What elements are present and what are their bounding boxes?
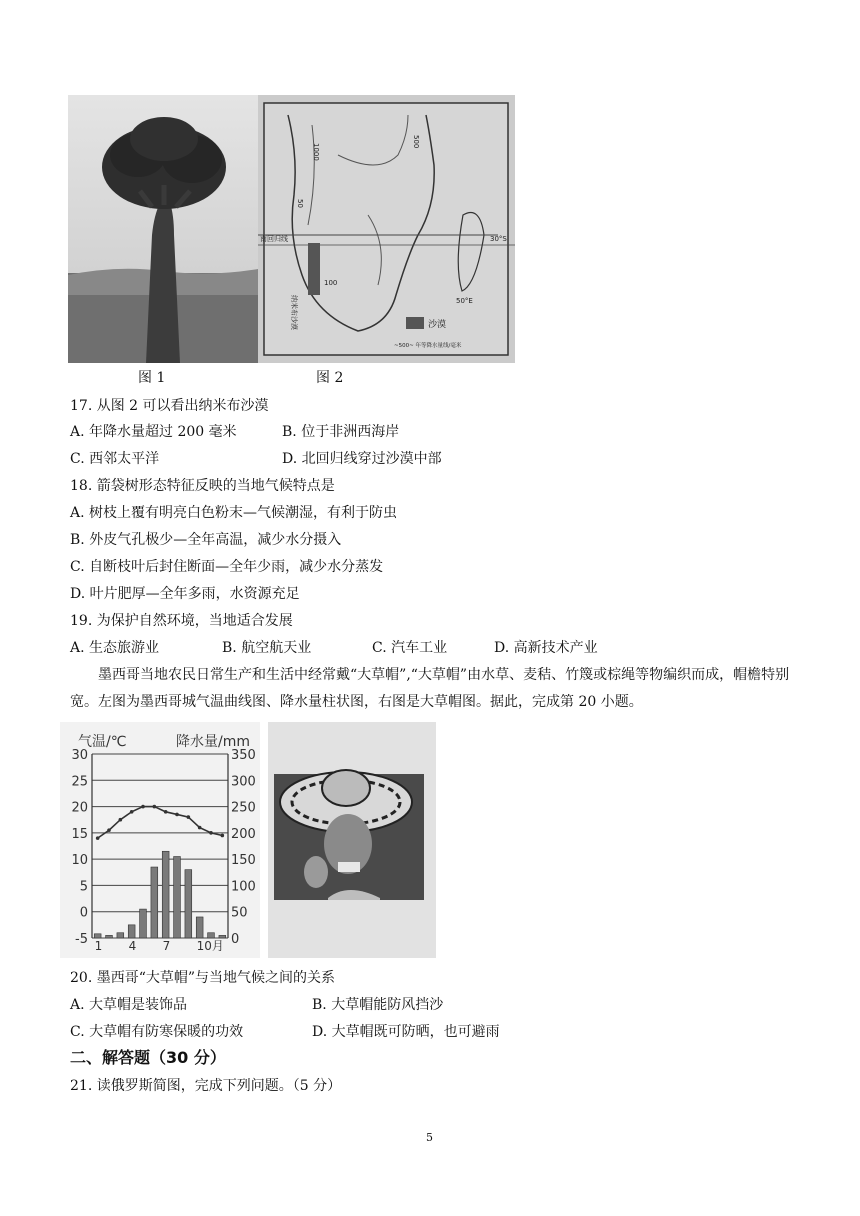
- chart-right-tick-label: 100: [231, 879, 256, 895]
- precipitation-bar: [185, 870, 192, 938]
- legend-isohyet-label: ~500~ 年等降水量线/毫米: [394, 343, 462, 349]
- chart-x-tick-label: 7: [162, 939, 171, 953]
- iso-1000-label: 1000: [312, 143, 320, 161]
- precipitation-bar: [208, 933, 215, 938]
- q20-option-b: B. 大草帽能防风挡沙: [312, 997, 444, 1013]
- namib-desert-region: [308, 243, 320, 295]
- q20-option-a: A. 大草帽是装饰品: [70, 997, 188, 1013]
- precipitation-bar: [174, 857, 181, 938]
- q20-option-c: C. 大草帽有防寒保暖的功效: [70, 1024, 244, 1040]
- lat-30-label: 30°S: [490, 235, 507, 243]
- figure-1-caption: 图 1: [138, 370, 166, 386]
- q17-option-b: B. 位于非洲西海岸: [282, 424, 400, 440]
- page-number: 5: [426, 1131, 433, 1144]
- chart-right-tick-label: 350: [231, 748, 256, 763]
- chart-x-tick-label: 4: [128, 939, 137, 953]
- chart-x-tick-label: 10月: [196, 939, 224, 953]
- tropic-label: 南回归线: [260, 235, 288, 243]
- figure-2-caption: 图 2: [316, 370, 344, 386]
- chart-right-tick-label: 200: [231, 826, 256, 842]
- temperature-point: [209, 831, 213, 835]
- chart-left-tick-label: 5: [79, 879, 88, 895]
- precipitation-bar: [196, 917, 203, 938]
- temperature-point: [221, 834, 225, 838]
- precipitation-bar: [128, 925, 135, 938]
- chart-left-tick-label: 25: [71, 774, 88, 790]
- chart-left-axis-title: 气温/℃: [78, 734, 127, 750]
- temperature-point: [96, 836, 100, 840]
- precipitation-bar: [140, 909, 147, 938]
- q18-option-c: C. 自断枝叶后封住断面—全年少雨，减少水分蒸发: [70, 559, 384, 575]
- chart-right-axis-title: 降水量/mm: [176, 734, 250, 750]
- q21-stem: 21. 读俄罗斯简图，完成下列问题。（5 分）: [70, 1078, 342, 1094]
- section-2-heading: 二、解答题（30 分）: [70, 1048, 226, 1067]
- q19-option-d: D. 高新技术产业: [494, 640, 598, 656]
- figure-1-photo: [68, 95, 258, 363]
- precipitation-bar: [151, 867, 158, 938]
- southern-africa-map: [258, 95, 515, 363]
- chart-right-tick-label: 50: [231, 905, 248, 921]
- chart-left-tick-label: 15: [71, 826, 88, 842]
- q19-option-c: C. 汽车工业: [372, 640, 448, 656]
- iso-100-label: 100: [324, 279, 338, 287]
- q17-stem: 17. 从图 2 可以看出纳米布沙漠: [70, 398, 269, 414]
- temperature-point: [141, 805, 145, 809]
- temperature-point: [107, 828, 111, 832]
- sombrero-photo: [268, 722, 436, 958]
- precipitation-bar: [117, 933, 124, 938]
- temperature-point: [175, 813, 179, 817]
- lon-50-label: 50°E: [456, 297, 473, 305]
- temperature-point: [164, 810, 168, 814]
- temperature-point: [130, 810, 134, 814]
- iso-500-label: 500: [412, 135, 420, 149]
- q17-option-c: C. 西邻太平洋: [70, 451, 160, 467]
- temperature-point: [153, 805, 157, 809]
- q19-option-a: A. 生态旅游业: [70, 640, 160, 656]
- chart-right-tick-label: 300: [231, 774, 256, 790]
- chart-left-tick-label: 10: [71, 853, 88, 869]
- figure-2-map: [258, 95, 515, 363]
- q18-option-d: D. 叶片肥厚—全年多雨，水资源充足: [70, 586, 300, 602]
- chart-right-tick-label: 250: [231, 800, 256, 816]
- desert-name-label: 纳米布沙漠: [290, 295, 298, 330]
- climate-chart: [60, 722, 260, 958]
- precipitation-bar: [94, 934, 101, 938]
- q18-stem: 18. 箭袋树形态特征反映的当地气候特点是: [70, 478, 335, 494]
- precipitation-bar: [106, 935, 113, 938]
- sombrero-illustration: [268, 722, 436, 958]
- chart-left-tick-label: -5: [75, 932, 88, 947]
- precipitation-bar: [162, 851, 169, 938]
- q20-stem: 20. 墨西哥“大草帽”与当地气候之间的关系: [70, 970, 336, 986]
- q17-option-a: A. 年降水量超过 200 毫米: [70, 424, 237, 440]
- q19-stem: 19. 为保护自然环境，当地适合发展: [70, 613, 293, 629]
- temperature-point: [187, 815, 191, 819]
- q19-option-b: B. 航空航天业: [222, 640, 312, 656]
- quiver-tree-illustration: [68, 95, 258, 363]
- q17-option-d: D. 北回归线穿过沙漠中部: [282, 451, 442, 467]
- iso-50-label: 50: [296, 199, 304, 208]
- climate-chart-svg: [60, 722, 260, 958]
- chart-right-tick-label: 0: [231, 932, 240, 947]
- passage-mexico-hat: 墨西哥当地农民日常生产和生活中经常戴“大草帽”,“大草帽”由水草、麦秸、竹篾或棕绳等物编织而成，帽檐特别宽。左图为墨西哥城气温曲线图、降水量柱状图，右图是大草帽图。据此，完成第 20 小题。: [70, 667, 790, 710]
- q18-option-a: A. 树枝上覆有明亮白色粉末—气候潮湿，有利于防虫: [70, 505, 398, 521]
- chart-left-tick-label: 30: [71, 748, 88, 763]
- precipitation-bar: [219, 935, 226, 938]
- legend-desert-swatch: [406, 317, 424, 329]
- temperature-point: [198, 826, 202, 830]
- chart-left-tick-label: 20: [71, 800, 88, 816]
- temperature-point: [119, 818, 123, 822]
- chart-right-tick-label: 150: [231, 853, 256, 869]
- chart-x-tick-label: 1: [94, 939, 103, 953]
- legend-desert-label: 沙漠: [428, 320, 447, 330]
- q18-option-b: B. 外皮气孔极少—全年高温，减少水分摄入: [70, 532, 342, 548]
- chart-left-tick-label: 0: [79, 905, 88, 921]
- q20-option-d: D. 大草帽既可防晒，也可避雨: [312, 1024, 500, 1040]
